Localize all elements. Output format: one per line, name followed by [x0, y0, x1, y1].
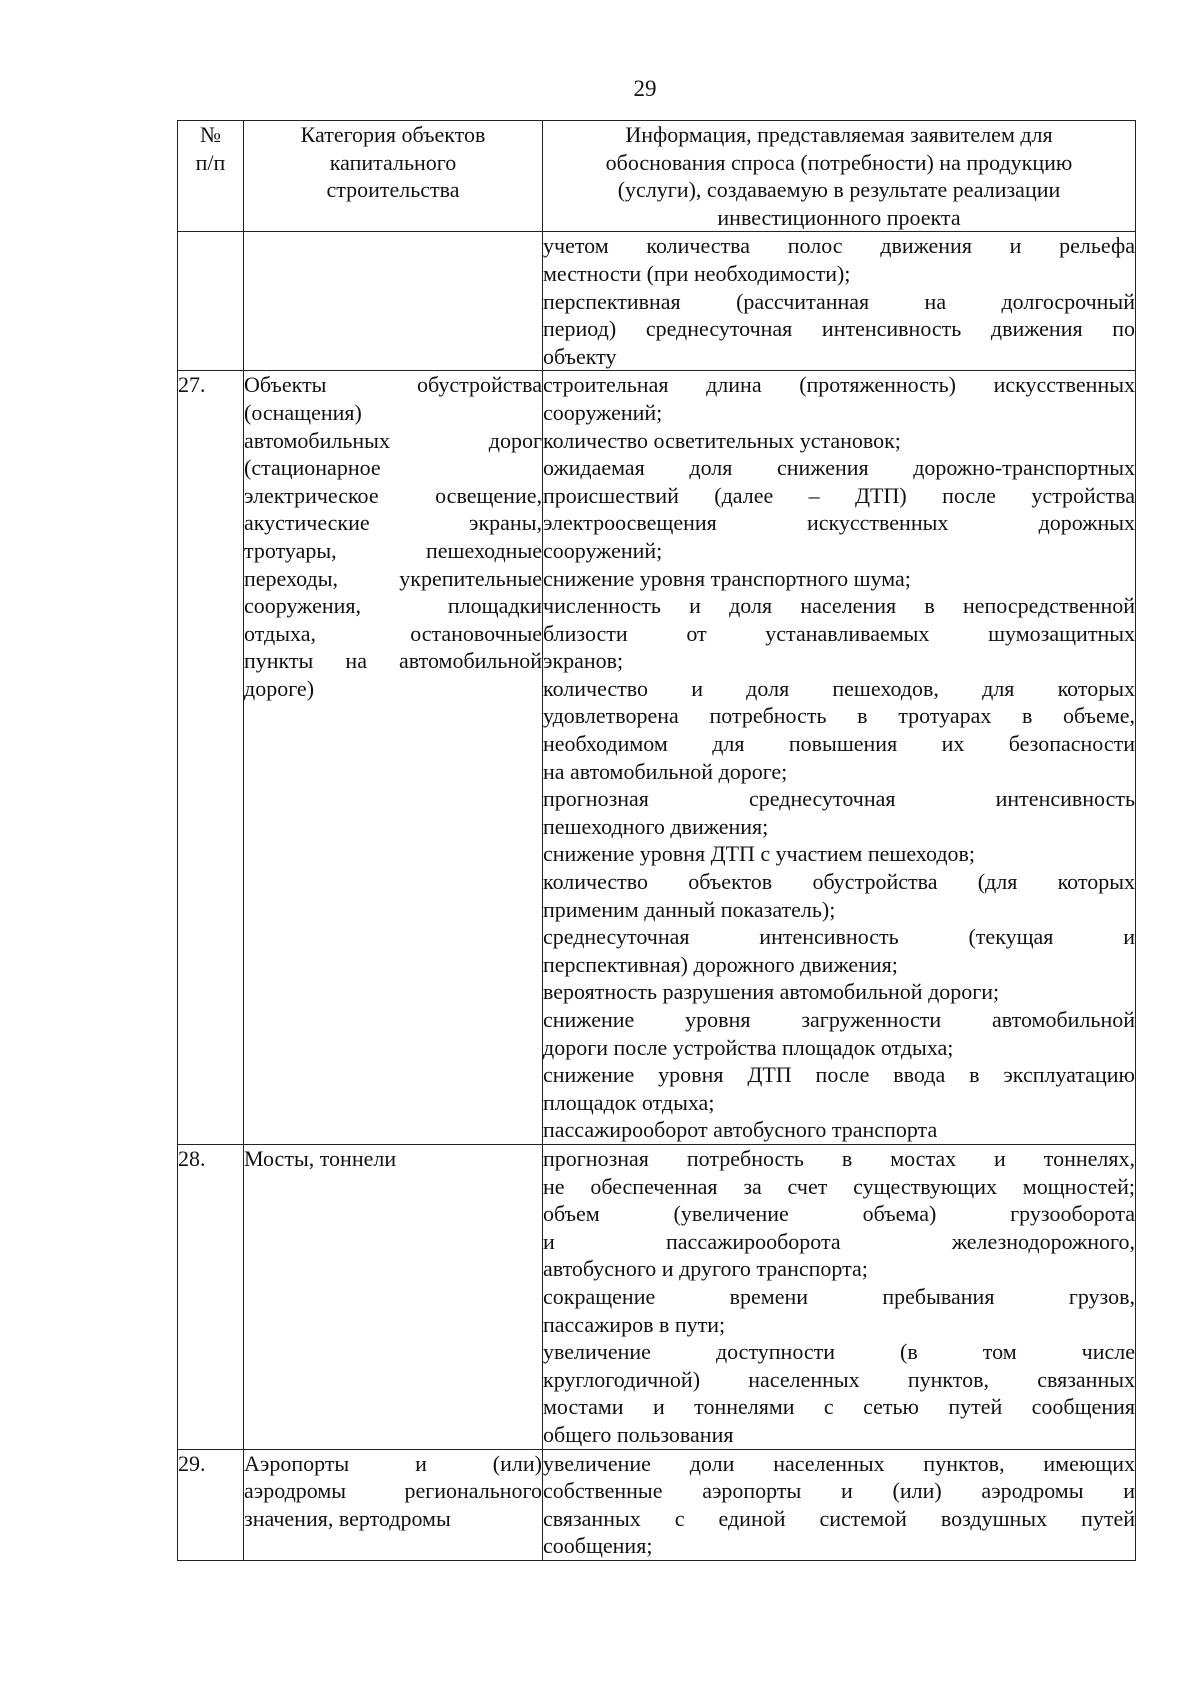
- category-cell-line: (оснащения): [244, 399, 362, 425]
- info-cell-line: сокращение времени пребывания грузов,: [543, 1283, 1135, 1309]
- header-num: [178, 121, 244, 232]
- category-cell-line: отдыха, остановочные: [244, 620, 542, 646]
- info-cell-line: сообщения;: [543, 1533, 653, 1559]
- info-cell-line: численность и доля населения в непосредственной: [543, 593, 1135, 619]
- info-cell-line: применим данный показатель);: [543, 896, 836, 922]
- category-cell-line: аэродромы регионального: [244, 1478, 542, 1504]
- info-cell-line: площадок отдыха;: [543, 1089, 715, 1115]
- row-number: 28.: [178, 1144, 244, 1449]
- info-cell-line: необходимом для повышения их безопасности: [543, 731, 1135, 757]
- category-cell-line: тротуары, пешеходные: [244, 537, 542, 563]
- info-cell-line: сооружений;: [543, 399, 663, 425]
- info-cell-line: общего пользования: [543, 1421, 734, 1447]
- category-cell: [244, 1144, 543, 1449]
- table-row: [178, 1144, 1136, 1449]
- header-category-line: Категория объектов: [300, 122, 486, 147]
- info-cell-line: удовлетворена потребность в тротуарах в объеме,: [543, 703, 1135, 729]
- info-cell-line: объекту: [543, 343, 617, 369]
- info-cell-line: связанных с единой системой воздушных путей: [543, 1505, 1135, 1531]
- category-cell-line: сооружения, площадки: [244, 593, 542, 619]
- info-cell-line: вероятность разрушения автомобильной дороги;: [543, 979, 1000, 1005]
- info-cell-line: автобусного и другого транспорта;: [543, 1256, 868, 1282]
- info-cell-line: учетом количества полос движения и рельефа: [543, 233, 1135, 259]
- info-cell-line: экранов;: [543, 648, 624, 674]
- header-info-line: Информация, представляемая заявителем для: [625, 122, 1053, 147]
- header-category: [244, 121, 543, 232]
- info-cell-line: электроосвещения искусственных дорожных: [543, 510, 1135, 536]
- header-category-line: строительства: [326, 177, 460, 203]
- info-cell-line: собственные аэропорты и (или) аэродромы и: [543, 1478, 1135, 1504]
- info-cell-line: прогнозная потребность в мостах и тоннелях,: [543, 1145, 1135, 1171]
- category-cell-line: электрическое освещение,: [244, 482, 542, 508]
- info-cell-line: строительная длина (протяженность) искусственных: [543, 372, 1135, 398]
- info-cell-line: среднесуточная интенсивность (текущая и: [543, 924, 1135, 950]
- header-info-line: обоснования спроса (потребности) на продукцию: [605, 149, 1073, 175]
- row-number: 27.: [178, 371, 244, 1145]
- info-cell-line: пассажирооборот автобусного транспорта: [543, 1117, 938, 1143]
- header-num-line: №: [200, 122, 221, 147]
- info-cell-line: пешеходного движения;: [543, 813, 769, 839]
- info-cell: [543, 1144, 1136, 1449]
- category-cell-line: Аэропорты и (или): [244, 1450, 542, 1476]
- info-cell-line: перспективная (рассчитанная на долгосрочный: [543, 288, 1135, 314]
- info-cell-line: не обеспеченная за счет существующих мощностей;: [543, 1173, 1135, 1199]
- row-number: [178, 232, 244, 371]
- category-cell-line: Объекты обустройства: [244, 372, 542, 398]
- requirements-table: [177, 120, 1136, 1561]
- info-cell-line: увеличение доступности (в том числе: [543, 1339, 1135, 1365]
- header-num-line: п/п: [195, 149, 226, 175]
- header-info-line: инвестиционного проекта: [717, 204, 961, 230]
- info-cell-line: количество объектов обустройства (для которых: [543, 869, 1135, 895]
- category-cell-line: значения, вертодромы: [244, 1505, 451, 1531]
- category-cell-line: дороге): [244, 675, 315, 701]
- table-header-row: [178, 121, 1136, 232]
- info-cell-line: на автомобильной дороге;: [543, 758, 788, 784]
- category-cell: [244, 232, 543, 371]
- category-cell-line: переходы, укрепительные: [244, 565, 542, 591]
- category-cell-line: пункты на автомобильной: [244, 648, 542, 674]
- page-number: 29: [633, 76, 657, 101]
- info-cell-line: пассажиров в пути;: [543, 1311, 726, 1337]
- info-cell-line: период) среднесуточная интенсивность движения по: [543, 316, 1135, 342]
- info-cell-line: снижение уровня транспортного шума;: [543, 565, 911, 591]
- row-number: 29.: [178, 1449, 244, 1560]
- category-cell-line: Мосты, тоннели: [244, 1145, 397, 1171]
- info-cell-line: снижение уровня ДТП после ввода в эксплуатацию: [543, 1062, 1135, 1088]
- info-cell-line: мостами и тоннелями с сетью путей сообщения: [543, 1394, 1135, 1420]
- info-cell-line: прогнозная среднесуточная интенсивность: [543, 786, 1135, 812]
- info-cell-line: местности (при необходимости);: [543, 260, 851, 286]
- info-cell: [543, 371, 1136, 1145]
- info-cell-line: круглогодичной) населенных пунктов, связанных: [543, 1366, 1135, 1392]
- table-row: [178, 371, 1136, 1145]
- info-cell-line: количество осветительных установок;: [543, 427, 901, 453]
- info-cell-line: снижение уровня ДТП с участием пешеходов;: [543, 841, 976, 867]
- category-cell: [244, 371, 543, 1145]
- info-cell-line: снижение уровня загруженности автомобильной: [543, 1007, 1135, 1032]
- info-cell: [543, 232, 1136, 371]
- info-cell-line: перспективная) дорожного движения;: [543, 951, 898, 977]
- header-info: [543, 121, 1136, 232]
- info-cell-line: дороги после устройства площадок отдыха;: [543, 1034, 954, 1060]
- header-category-line: капитального: [329, 149, 457, 175]
- category-cell-line: акустические экраны,: [244, 510, 542, 536]
- info-cell-line: объем (увеличение объема) грузооборота: [543, 1201, 1135, 1227]
- info-cell-line: и пассажирооборота железнодорожного,: [543, 1228, 1135, 1254]
- info-cell-line: увеличение доли населенных пунктов, имеющих: [543, 1450, 1135, 1476]
- info-cell-line: близости от устанавливаемых шумозащитных: [543, 620, 1135, 646]
- category-cell-line: (стационарное: [244, 455, 381, 481]
- info-cell-line: сооружений;: [543, 537, 663, 563]
- category-cell-line: автомобильных дорог: [244, 427, 542, 453]
- info-cell-line: происшествий (далее – ДТП) после устройства: [543, 482, 1135, 508]
- info-cell-line: ожидаемая доля снижения дорожно-транспортных: [543, 455, 1135, 481]
- category-cell: [244, 1449, 543, 1560]
- info-cell-line: количество и доля пешеходов, для которых: [543, 675, 1135, 701]
- table-row: [178, 232, 1136, 371]
- info-cell: [543, 1449, 1136, 1560]
- table-row: [178, 1449, 1136, 1560]
- header-info-line: (услуги), создаваемую в результате реализации: [617, 177, 1061, 203]
